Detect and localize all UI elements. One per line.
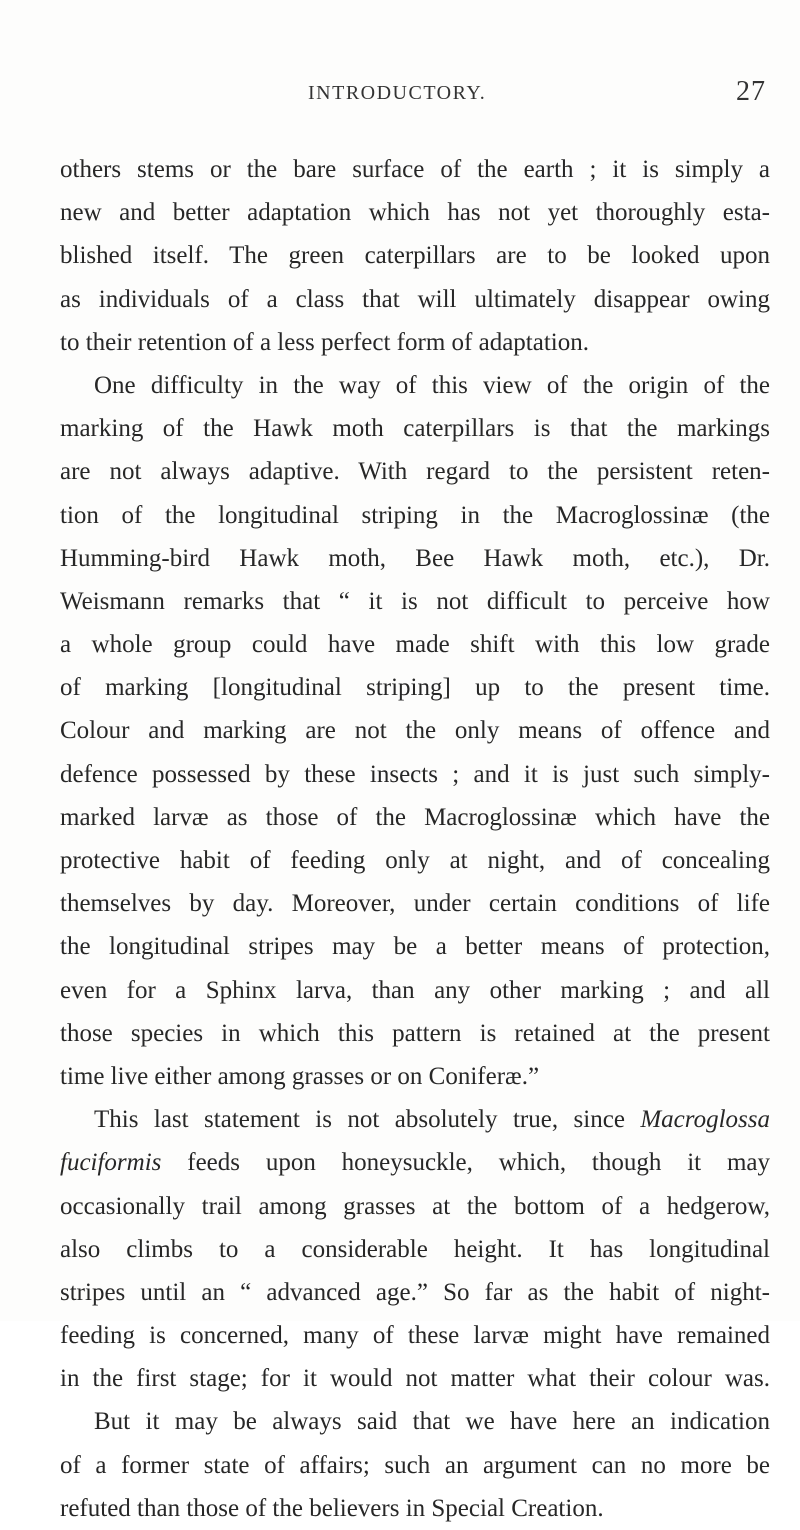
text-line: themselves by day. Moreover, under certain conditions of life (60, 890, 770, 918)
text-line: One difficulty in the way of this view of the origin of the (94, 371, 770, 399)
text-line: tion of the longitudinal striping in the Macroglossinæ (the (60, 501, 770, 529)
text-line: others stems or the bare surface of the earth ; it is simply a (60, 156, 770, 183)
text-line (60, 1141, 770, 1184)
text-line: Weismann remarks that “ it is not difficult to perceive how (60, 587, 770, 615)
text-line: of a former state of affairs; such an argument can no more be (60, 1451, 770, 1479)
running-title: INTRODUCTORY. (308, 82, 487, 104)
text-line: stripes until an “ advanced age.” So far as the habit of night- (60, 1278, 770, 1306)
text-line: defence possessed by these insects ; and it is just such simply- (60, 760, 770, 788)
text-line: marking of the Hawk moth caterpillars is that the markings (60, 415, 770, 443)
text-line: blished itself. The green caterpillars are to be looked upon (60, 242, 770, 270)
text-line: even for a Sphinx larva, than any other marking ; and all (60, 976, 770, 1004)
text-line: Humming-bird Hawk moth, Bee Hawk moth, etc.), Dr. (60, 544, 770, 572)
species-name-italic: Macroglossa (640, 1106, 770, 1134)
text-line: Colour and marking are not the only means of offence and (60, 717, 770, 745)
text-line: the longitudinal stripes may be a better means of protection, (60, 933, 770, 961)
text-line: those species in which this pattern is retained at the present (60, 1019, 770, 1047)
text-run: feeds upon honeysuckle, which, though it may (161, 1149, 770, 1177)
text-run: This last statement is not absolutely true, since (94, 1106, 641, 1134)
running-head (0, 76, 800, 112)
text-line (60, 1098, 770, 1141)
text-line: a whole group could have made shift with this low grade (60, 631, 770, 659)
text-line: are not always adaptive. With regard to the persistent reten- (60, 458, 770, 486)
text-line: also climbs to a considerable height. It has longitudinal (60, 1235, 770, 1263)
text-line: new and better adaptation which has not yet thoroughly esta- (60, 199, 770, 227)
text-line: as individuals of a class that will ultimately disappear owing (60, 285, 770, 313)
text-line: to their retention of a less perfect form of adaptation. (60, 328, 589, 356)
body-text (60, 148, 770, 1530)
text-line: refuted than those of the believers in Special Creation. (60, 1494, 604, 1522)
text-line: time live either among grasses or on Coniferæ.” (60, 1062, 540, 1090)
species-name-italic: fuciformis (60, 1149, 162, 1177)
page-number: 27 (736, 76, 766, 107)
text-line: protective habit of feeding only at night, and of concealing (60, 847, 770, 874)
text-line: of marking [longitudinal striping] up to the present time. (60, 674, 770, 702)
text-line: in the first stage; for it would not matter what their colour was. (60, 1365, 770, 1393)
text-line: But it may be always said that we have here an indication (94, 1408, 770, 1436)
text-line: feeding is concerned, many of these larvæ might have remained (60, 1322, 770, 1350)
text-line: marked larvæ as those of the Macroglossinæ which have the (60, 803, 770, 831)
text-line: occasionally trail among grasses at the bottom of a hedgerow, (60, 1192, 770, 1220)
